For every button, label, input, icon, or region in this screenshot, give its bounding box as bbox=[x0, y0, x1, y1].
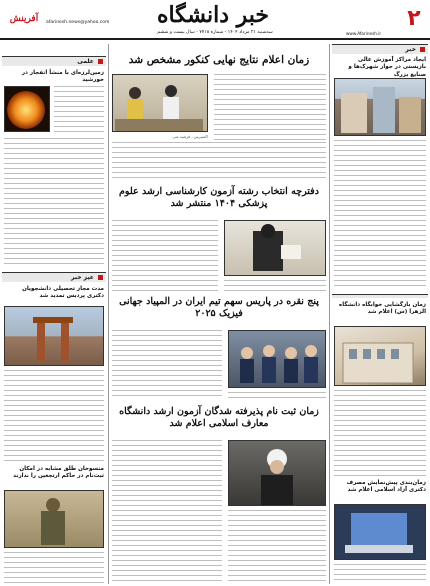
sun-photo bbox=[4, 86, 50, 132]
soldier-photo bbox=[4, 490, 104, 548]
article-body-text bbox=[112, 142, 326, 182]
story-headline[interactable]: زمان ثبت نام پذیرفته شدگان آزمون ارشد دانشگاه معارف اسلامی اعلام شد bbox=[119, 406, 319, 429]
story-headline[interactable]: زمین‌لرزه‌ای با منشأ انفجار در خورشید bbox=[21, 70, 104, 84]
story-body-text bbox=[334, 564, 426, 584]
article-body-text bbox=[112, 330, 222, 400]
site-url: www.Afarinesh.ir bbox=[346, 31, 382, 36]
article-body-text bbox=[214, 74, 326, 144]
story-body-text bbox=[4, 552, 104, 584]
story-body-text bbox=[334, 140, 426, 290]
olympiad-team-photo bbox=[228, 330, 326, 388]
article-body-text bbox=[228, 510, 326, 584]
story-body-text bbox=[4, 370, 104, 462]
main-column bbox=[112, 44, 326, 584]
story-headline[interactable]: ایجاد مراکز آموزش عالی بازیستی در جوار شهرک‌ها و صنایع بزرگ bbox=[348, 57, 426, 78]
reading-illustration bbox=[224, 221, 325, 276]
cleric-photo bbox=[228, 440, 326, 506]
university-gate-photo bbox=[4, 306, 104, 366]
bullet-icon bbox=[420, 47, 425, 52]
page-number: ۲ bbox=[407, 6, 421, 31]
laptop-photo bbox=[334, 504, 426, 560]
story-headline[interactable]: پنج نقره در پاریس سهم تیم ایران در المپیاد جهانی فیزیک ۲۰۲۵ bbox=[119, 296, 319, 319]
gate-illustration bbox=[4, 307, 103, 366]
article-body-text bbox=[224, 280, 326, 292]
building-photo bbox=[334, 326, 426, 386]
photo-caption: اکسپرس - فرشید غنی bbox=[172, 134, 208, 139]
contact-email: afarinesh.news@yahoo.com bbox=[46, 20, 110, 25]
story-headline[interactable]: زمان بازگشایی خوابگاه دانشگاه الزهرا (س) اعلام شد bbox=[338, 302, 426, 316]
article-body-text bbox=[112, 440, 222, 584]
story-body-text bbox=[4, 138, 104, 268]
publisher-logo: آفرینش bbox=[9, 14, 39, 24]
article-body-text bbox=[228, 392, 326, 402]
dateline: سه‌شنبه ۲۱ مرداد ۱۴۰۴ - شماره ۷۷۱۸ - سال بیست و ششم bbox=[157, 30, 273, 35]
section-header-news: عیز خبر bbox=[2, 272, 106, 282]
story-body-text bbox=[54, 86, 104, 134]
exam-hall-photo bbox=[112, 74, 208, 132]
cleric-illustration bbox=[228, 441, 325, 506]
sun-illustration bbox=[4, 87, 49, 132]
story-headline[interactable]: مدت مجاز تحصیلی دانشجویان دکتری پردیس تمدید شد bbox=[22, 286, 104, 300]
students-illustration bbox=[112, 75, 207, 132]
article-body-text bbox=[112, 220, 218, 292]
campus-illustration bbox=[334, 327, 425, 386]
laptop-illustration bbox=[334, 505, 425, 560]
bullet-icon bbox=[98, 59, 103, 64]
story-headline[interactable]: منسوخان طلق مشابه در امکان ثبت‌نام در حاکم ارتجعین را ندارند bbox=[13, 466, 104, 480]
section-header-news: خبر bbox=[332, 44, 428, 54]
right-column bbox=[332, 44, 428, 584]
student-reading-photo bbox=[224, 220, 326, 276]
left-column bbox=[2, 44, 106, 584]
bullet-icon bbox=[98, 275, 103, 280]
column-rule bbox=[329, 44, 330, 584]
soldier-illustration bbox=[4, 491, 103, 548]
section-divider bbox=[332, 294, 428, 298]
story-body-text bbox=[334, 390, 426, 476]
team-illustration bbox=[228, 331, 325, 388]
section-title: خبر دانشگاه bbox=[156, 2, 270, 28]
buildings-photo bbox=[334, 78, 426, 136]
story-headline[interactable]: دفترچه انتخاب رشته آزمون کارشناسی ارشد علوم پزشکی ۱۴۰۴ منتشر شد bbox=[119, 186, 319, 209]
story-headline[interactable]: زمان‌بندی پیش‌نمایش مصرف دکتری آزاد اسلامی اعلام شد bbox=[346, 480, 426, 494]
column-rule bbox=[108, 44, 109, 584]
lead-headline[interactable]: زمان اعلام نتایج نهایی کنکور مشخص شد bbox=[128, 54, 310, 66]
building-illustration bbox=[334, 79, 425, 136]
masthead bbox=[0, 0, 430, 40]
section-header-science: علمی bbox=[2, 56, 106, 66]
